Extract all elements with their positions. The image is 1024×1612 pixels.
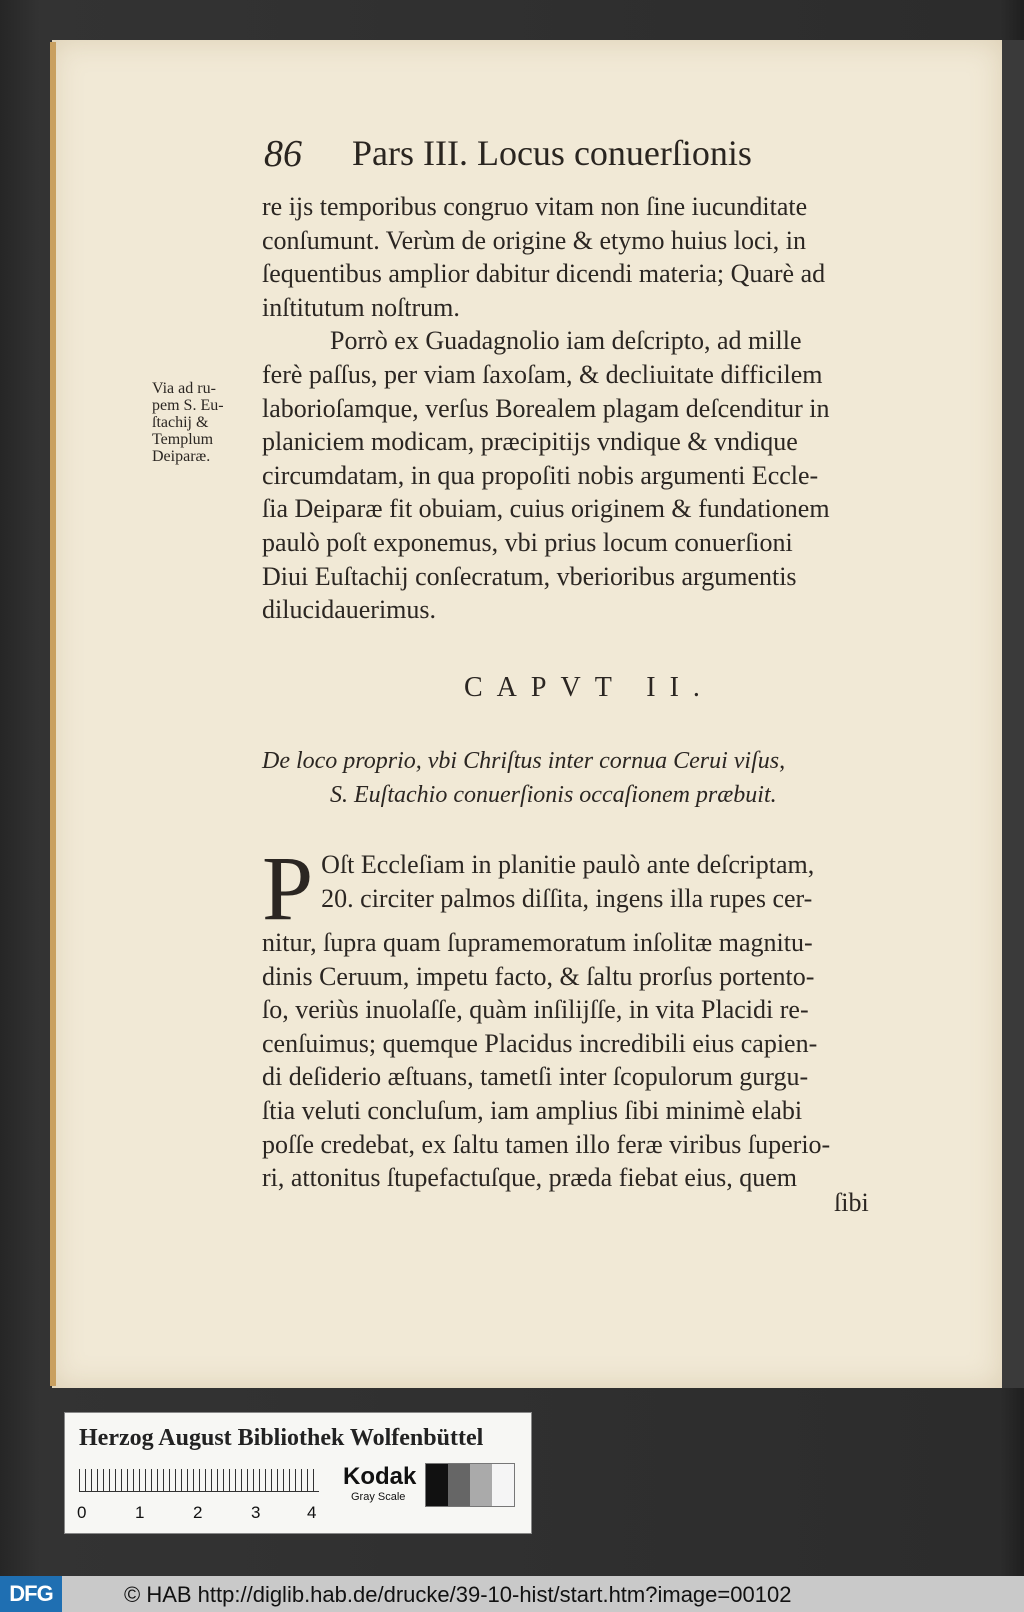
text-line: ſtia veluti concluſum, iam amplius ſibi minimè elabi: [262, 1095, 803, 1125]
text-line: Diui Euſtachij conſecratum, vberioribus argumentis: [262, 561, 797, 591]
marginal-line: Via ad ru-: [152, 380, 216, 397]
marginal-note: [152, 380, 262, 465]
page-edge: [50, 42, 56, 1386]
subtitle-line: De loco proprio, vbi Chriſtus inter cornua Cerui viſus,: [262, 748, 786, 774]
text-line: ſequentibus amplior dabitur dicendi materia; Quarè ad: [262, 259, 826, 289]
library-name: Herzog August Bibliothek Wolfenbüttel: [79, 1425, 484, 1451]
text-line: inſtitutum noſtrum.: [262, 292, 460, 322]
chapter-title: CAPVT II.: [464, 672, 714, 703]
scale-number: 1: [135, 1503, 145, 1522]
text-block-top: [262, 190, 912, 627]
scale-number: 0: [77, 1503, 87, 1522]
footer-copyright-link[interactable]: © HAB http://diglib.hab.de/drucke/39-10-hist/start.htm?image=00102: [124, 1582, 792, 1607]
text-line: laborioſamque, verſus Borealem plagam deſcenditur in: [262, 393, 830, 423]
library-color-card: [64, 1412, 532, 1534]
scale-number: 3: [251, 1503, 261, 1522]
drop-cap: P: [262, 837, 314, 939]
text-line: ri, attonitus ſtupefactuſque, præda fiebat eius, quem: [262, 1163, 798, 1193]
kodak-subtitle: Gray Scale: [351, 1491, 406, 1503]
running-head: Pars III. Locus conuerſionis: [352, 133, 752, 173]
gray-scale-patches: [425, 1463, 515, 1507]
text-line: paulò poſt exponemus, vbi prius locum conuerſioni: [262, 527, 793, 557]
text-line: circumdatam, in qua propoſiti nobis argumenti Eccle-: [262, 460, 819, 490]
text-line: di deſiderio æſtuans, tametſi inter ſcopulorum gurgu-: [262, 1062, 809, 1092]
scale-number: 4: [307, 1503, 317, 1522]
marginal-line: pem S. Eu-: [152, 397, 224, 414]
text-line: poſſe credebat, ex ſaltu tamen illo feræ viribus ſuperio-: [262, 1129, 831, 1159]
marginal-line: Deiparæ.: [152, 448, 211, 465]
text-line: Oſt Eccleſiam in planitie paulò ante deſcriptam,: [321, 850, 815, 879]
text-line: ferè paſſus, per viam ſaxoſam, & decliuitate difficilem: [262, 359, 823, 389]
text-line: dinis Ceruum, impetu facto, & ſaltu prorſus portento-: [262, 961, 815, 991]
text-block-bottom: [262, 837, 912, 1195]
marginal-line: ſtachij &: [152, 414, 209, 431]
text-line: Porrò ex Guadagnolio iam deſcripto, ad mille: [330, 326, 802, 356]
scale-number: 2: [193, 1503, 203, 1522]
text-line: dilucidauerimus.: [262, 595, 437, 625]
catchword: ſibi: [834, 1188, 869, 1217]
dfg-logo: DFG: [0, 1576, 62, 1612]
text-line: ſo, veriùs inuolaſſe, quàm inſilijſſe, in vita Placidi re-: [262, 995, 809, 1025]
page-number: 86: [264, 133, 302, 175]
text-line: cenſuimus; quemque Placidus incredibili eius capien-: [262, 1028, 818, 1058]
text-line: planiciem modicam, præcipitijs vndique & vndique: [262, 427, 798, 457]
scale-ruler: [79, 1469, 319, 1492]
page-header: [264, 132, 884, 182]
text-line: ſia Deiparæ fit obuiam, cuius originem & fundationem: [262, 494, 830, 524]
text-line: conſumunt. Verùm de origine & etymo huius loci, in: [262, 225, 807, 255]
kodak-brand: Kodak: [343, 1463, 417, 1490]
gray-patch: [492, 1464, 514, 1506]
scan-edge: [1000, 40, 1024, 1388]
text-line: 20. circiter palmos diſſita, ingens illa rupes cer-: [321, 883, 813, 913]
text-line: nitur, ſupra quam ſupramemoratum inſolitæ magnitu-: [262, 928, 813, 957]
gray-patch: [448, 1464, 470, 1506]
gray-patch: [426, 1464, 448, 1506]
marginal-line: Templum: [152, 431, 214, 448]
text-line: re ijs temporibus congruo vitam non ſine iucunditate: [262, 192, 808, 221]
kodak-logo: [343, 1463, 416, 1503]
gray-patch: [470, 1464, 492, 1506]
subtitle-line: S. Euſtachio conuerſionis occaſionem præbuit.: [330, 782, 777, 808]
chapter-subtitle: [262, 744, 912, 812]
